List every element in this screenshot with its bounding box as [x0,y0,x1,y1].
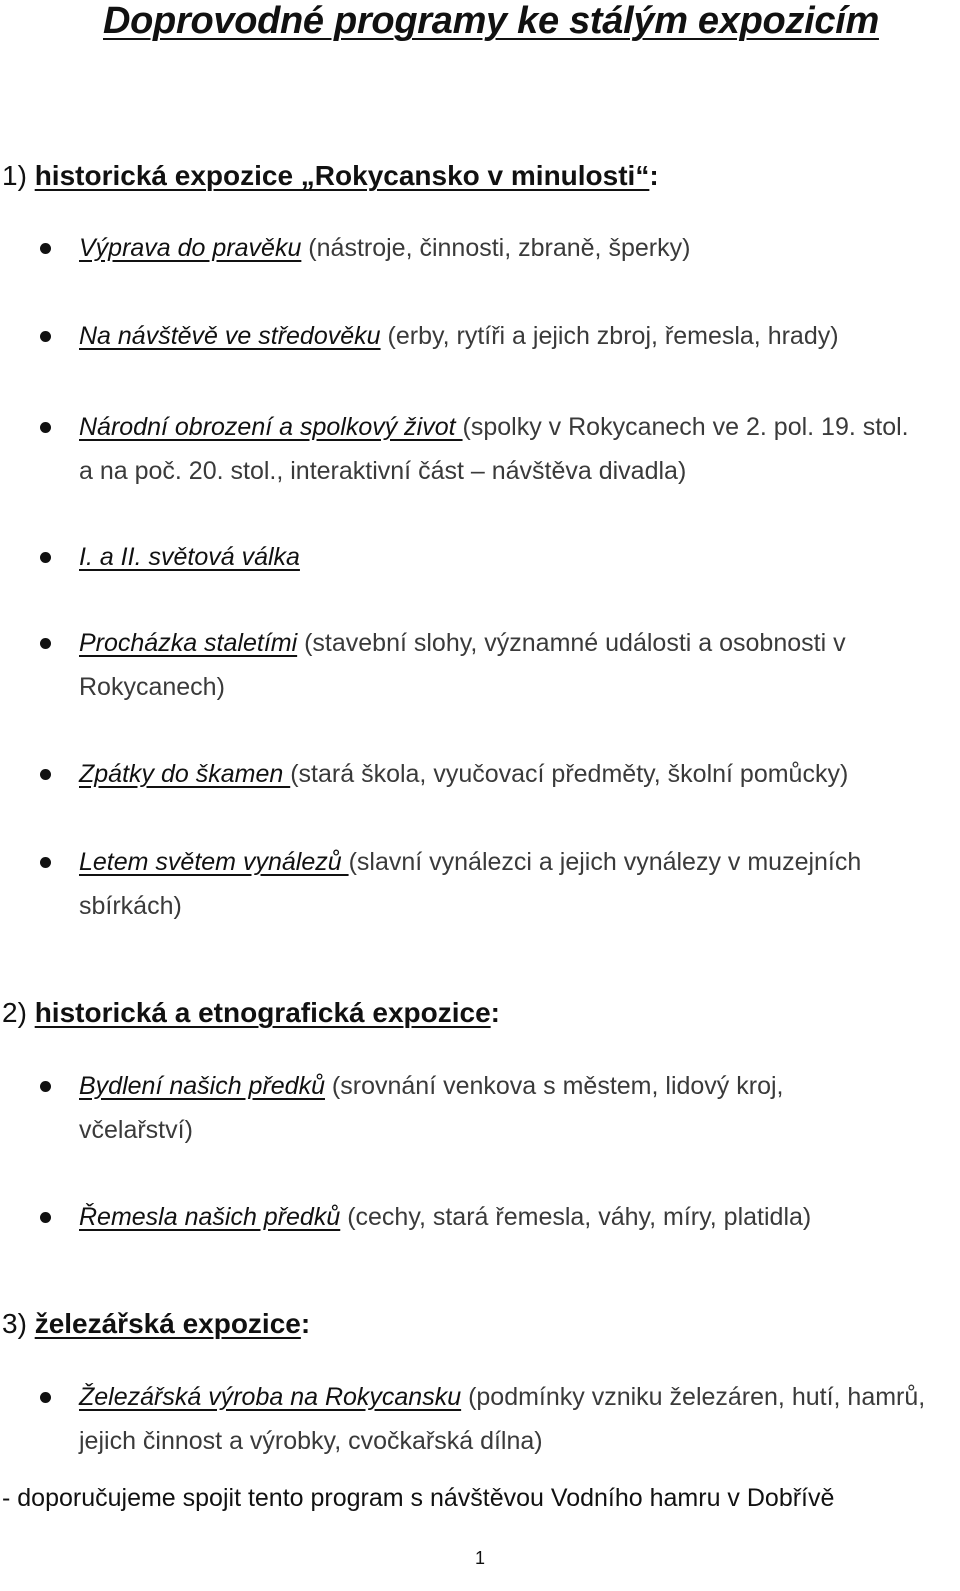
section-colon: : [649,160,659,191]
program-title: Letem světem vynálezů [79,848,349,876]
list-item-text [79,405,909,493]
bullet-icon [40,552,51,563]
section-name: železářská expozice [34,1308,301,1339]
list-item-text [79,840,949,928]
bullet-icon [40,1392,51,1403]
list-item-text [79,314,949,358]
program-title: Bydlení našich předků [79,1072,325,1100]
section-number: 2) [2,997,27,1028]
program-description: (srovnání venkova s městem, lidový kroj, včelařství) [79,1072,784,1144]
bullet-icon [40,857,51,868]
program-description: (stavební slohy, významné události a osobnosti v Rokycanech) [79,629,846,701]
section-number: 1) [2,160,27,191]
program-title: Výprava do pravěku [79,234,302,262]
program-description: (cechy, stará řemesla, váhy, míry, platidla) [340,1203,812,1231]
section-colon: : [490,997,500,1028]
list-item-text [79,1195,949,1239]
recommendation-note: - doporučujeme spojit tento program s návštěvou Vodního hamru v Dobřívě [2,1484,835,1512]
program-description: (slavní vynálezci a jejich vynálezy v muzejních sbírkách) [79,848,862,920]
program-title: Železářská výroba na Rokycansku [79,1383,462,1411]
bullet-icon [40,769,51,780]
list-item-text [79,1064,899,1152]
bullet-icon [40,1081,51,1092]
page-title: Doprovodné programy ke stálým expozicím [103,0,879,42]
program-description: (erby, rytíři a jejich zbroj, řemesla, hrady) [380,322,839,350]
program-description: (spolky v Rokycanech ve 2. pol. 19. stol. a na poč. 20. stol., interaktivní část – návštěva divadla) [79,413,909,485]
bullet-icon [40,243,51,254]
program-description: (podmínky vzniku železáren, hutí, hamrů, jejich činnost a výrobky, cvočkařská dílna) [79,1383,926,1455]
section-name: historická a etnografická expozice [34,997,491,1028]
section-number: 3) [2,1308,27,1339]
bullet-icon [40,638,51,649]
program-title: Národní obrození a spolkový život [79,413,463,441]
list-item-text [79,752,949,796]
list-item-text [79,226,949,270]
program-title: Procházka staletími [79,629,298,657]
section-heading-1 [2,160,659,192]
list-item-text [79,1375,929,1463]
bullet-icon [40,1212,51,1223]
page-number: 1 [474,1548,485,1568]
section-heading-2 [2,997,500,1029]
bullet-icon [40,422,51,433]
program-title: Řemesla našich předků [79,1203,341,1231]
program-title: Zpátky do škamen [79,760,291,788]
bullet-icon [40,331,51,342]
section-heading-3 [2,1308,310,1340]
section-name: historická expozice „Rokycansko v minulosti“ [34,160,650,191]
program-title: I. a II. světová válka [79,543,300,571]
program-description: (stará škola, vyučovací předměty, školní pomůcky) [290,760,849,788]
program-description: (nástroje, činnosti, zbraně, šperky) [301,234,691,262]
list-item-text [79,535,949,579]
list-item-text [79,621,909,709]
section-colon: : [300,1308,311,1339]
program-title: Na návštěvě ve středověku [79,322,381,350]
